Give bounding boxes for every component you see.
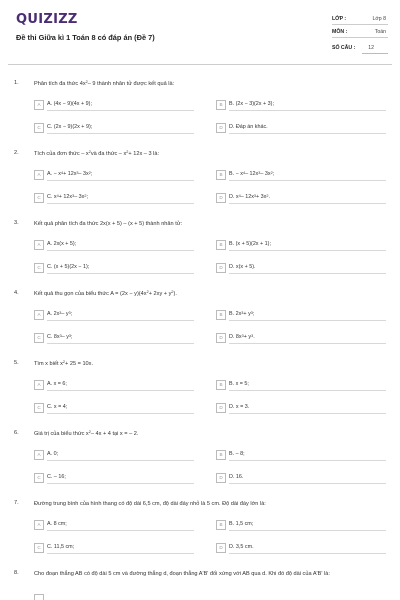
- answer-box[interactable]: [34, 594, 44, 600]
- option-letter-box[interactable]: D: [216, 473, 226, 483]
- option-underline: [47, 530, 194, 531]
- option-text: A. x = 6;: [47, 381, 67, 387]
- option-underline: [47, 553, 194, 554]
- question-text: Tích của đơn thức – $x^2và$ đa thức – $x^2+ 12x - 3$ là:: [34, 150, 160, 157]
- option-underline: [229, 250, 386, 251]
- answer-option-a[interactable]: [34, 310, 194, 320]
- meta-separator: [332, 37, 388, 38]
- question-text: Kết quả phân tích đa thức 2x(x + 5) – (x + 5) thành nhân tử:: [34, 221, 183, 227]
- question-text: Đường trung bình của hình thang có độ dài 6,5 cm, độ dài đáy nhỏ là 5 cm. Độ dài đáy lớn là:: [34, 501, 266, 507]
- option-underline: [47, 413, 194, 414]
- option-letter-box[interactable]: C: [34, 473, 44, 483]
- meta-value-grade: Lớp 8: [372, 16, 386, 22]
- option-letter-box[interactable]: C: [34, 403, 44, 413]
- meta-value-subject: Toán: [374, 29, 386, 35]
- answer-option-c[interactable]: [34, 403, 194, 413]
- meta-key-subject: MÔN :: [332, 29, 348, 35]
- option-underline: [47, 133, 194, 134]
- question-number: 2.: [14, 150, 19, 156]
- answer-option-a[interactable]: [34, 100, 194, 110]
- answer-option-a[interactable]: [34, 450, 194, 460]
- option-underline: [47, 273, 194, 274]
- answer-option-b[interactable]: [216, 520, 386, 530]
- answer-option-c[interactable]: [34, 473, 194, 483]
- option-letter-box[interactable]: D: [216, 123, 226, 133]
- option-text: C. $8x^3-$ $y^3$;: [47, 334, 73, 340]
- option-underline: [47, 343, 194, 344]
- question-number: 6.: [14, 430, 19, 436]
- option-underline: [47, 250, 194, 251]
- option-letter-box[interactable]: B: [216, 240, 226, 250]
- option-letter-box[interactable]: C: [34, 263, 44, 273]
- option-text: A. − $x^4+ 12x^3-$ $3x^2$;: [47, 171, 93, 177]
- option-text: B. x = 5;: [229, 381, 249, 387]
- option-letter-box[interactable]: B: [216, 450, 226, 460]
- option-text: D. Đáp án khác.: [229, 124, 268, 130]
- option-letter-box[interactable]: D: [216, 543, 226, 553]
- option-text: C. 11,5 cm;: [47, 544, 75, 550]
- option-letter-box[interactable]: D: [216, 333, 226, 343]
- answer-option-b[interactable]: [216, 240, 386, 250]
- option-letter-box[interactable]: A: [34, 310, 44, 320]
- question-number: 4.: [14, 290, 19, 296]
- question-number: 5.: [14, 360, 19, 366]
- answer-option-c[interactable]: [34, 543, 194, 553]
- option-letter-box[interactable]: A: [34, 240, 44, 250]
- option-underline: [229, 413, 386, 414]
- answer-option-a[interactable]: [34, 520, 194, 530]
- option-text: B. 1,5 cm;: [229, 521, 254, 527]
- option-text: D. $8x^3+ y^3$.: [229, 334, 255, 340]
- answer-option-a[interactable]: [34, 170, 194, 180]
- answer-option-b[interactable]: [216, 380, 386, 390]
- option-letter-box[interactable]: C: [34, 123, 44, 133]
- option-text: D. 3,5 cm.: [229, 544, 254, 550]
- option-underline: [229, 110, 386, 111]
- option-text: A. 8 cm;: [47, 521, 67, 527]
- option-letter-box[interactable]: B: [216, 520, 226, 530]
- option-letter-box[interactable]: B: [216, 310, 226, 320]
- option-text: C. (x + 5)(2x − 1);: [47, 264, 90, 270]
- option-text: B. $2x^3+ y^3$;: [229, 311, 255, 317]
- answer-option-d[interactable]: [216, 123, 386, 133]
- answer-option-c[interactable]: [34, 263, 194, 273]
- question-text: Phân tích đa thức $4x^2-$ 9 thành nhân tử được kết quả là:: [34, 80, 175, 87]
- option-letter-box[interactable]: A: [34, 170, 44, 180]
- option-text: C. (2x − 9)(2x + 9);: [47, 124, 93, 130]
- option-text: C. – 16;: [47, 474, 66, 480]
- option-letter-box[interactable]: A: [34, 450, 44, 460]
- option-letter-box[interactable]: D: [216, 193, 226, 203]
- option-text: D. x(x + 5).: [229, 264, 256, 270]
- header-divider: [8, 64, 392, 65]
- question-text: Cho đoạn thẳng AB có độ dài 5 cm và đường thẳng d, đoạn thẳng A'B' đối xứng với AB qua d. Khi đó độ dài của A'B' là:: [34, 571, 330, 577]
- answer-option-b[interactable]: [216, 310, 386, 320]
- meta-underline: [362, 53, 388, 54]
- option-letter-box[interactable]: A: [34, 100, 44, 110]
- question-number: 7.: [14, 500, 19, 506]
- option-underline: [229, 203, 386, 204]
- option-underline: [47, 390, 194, 391]
- question-number: 1.: [14, 80, 19, 86]
- answer-option-b[interactable]: [216, 450, 386, 460]
- option-text: C. x = 4;: [47, 404, 68, 410]
- option-underline: [47, 180, 194, 181]
- answer-option-d[interactable]: [216, 403, 386, 413]
- option-text: D. $x^4-$ $12x^3+ 3x^2$.: [229, 194, 270, 200]
- option-text: A. (4x − 9)(4x + 9);: [47, 101, 92, 107]
- option-underline: [47, 110, 194, 111]
- option-underline: [229, 553, 386, 554]
- option-letter-box[interactable]: B: [216, 100, 226, 110]
- option-letter-box[interactable]: D: [216, 263, 226, 273]
- option-letter-box[interactable]: A: [34, 380, 44, 390]
- quizizz-logo: QUIZIZZ: [16, 12, 78, 27]
- option-underline: [229, 530, 386, 531]
- option-underline: [229, 483, 386, 484]
- answer-option-b[interactable]: [216, 170, 386, 180]
- option-letter-box[interactable]: B: [216, 170, 226, 180]
- option-text: D. x = 3.: [229, 404, 250, 410]
- meta-separator: [332, 24, 388, 25]
- option-underline: [229, 133, 386, 134]
- option-text: B. (2x − 3)(2x + 3);: [229, 101, 274, 107]
- option-text: B. − $x^4-$ $12x^3-$ $3x^2$;: [229, 171, 275, 177]
- option-underline: [229, 343, 386, 344]
- question-text: Giá trị của biểu thức $x^2-$ 4x + 4 tại x = – 2.: [34, 430, 139, 437]
- option-letter-box[interactable]: C: [34, 333, 44, 343]
- question-text: Kết quả thu gọn của biểu thức $A = (2x - y)(4x^2+ 2xy + y^2)$.: [34, 290, 177, 297]
- meta-value-count: 12: [368, 45, 374, 51]
- question-number: 3.: [14, 220, 19, 226]
- option-text: A. 0;: [47, 451, 59, 457]
- meta-panel: [332, 16, 388, 56]
- option-letter-box[interactable]: A: [34, 520, 44, 530]
- meta-key-grade: LỚP :: [332, 16, 347, 22]
- page-title: Đề thi Giữa kì 1 Toán 8 có đáp án (Đề 7): [16, 33, 155, 42]
- answer-option-c[interactable]: [34, 123, 194, 133]
- question-text: Tìm x biết $x^2+ 25 = 10x$.: [34, 360, 94, 367]
- option-text: A. $2x^3-$ $y^3$;: [47, 311, 73, 317]
- option-underline: [47, 483, 194, 484]
- option-underline: [229, 180, 386, 181]
- option-text: C. $x^4+ 12x^3-$ $3x^2$;: [47, 194, 89, 200]
- answer-option-a[interactable]: [34, 380, 194, 390]
- option-text: B. (x + 5)(2x + 1);: [229, 241, 271, 247]
- answer-option-d[interactable]: [216, 193, 386, 203]
- option-letter-box[interactable]: C: [34, 543, 44, 553]
- answer-option-d[interactable]: [216, 263, 386, 273]
- answer-option-d[interactable]: [216, 473, 386, 483]
- answer-option-d[interactable]: [216, 543, 386, 553]
- option-underline: [229, 460, 386, 461]
- answer-option-c[interactable]: [34, 193, 194, 203]
- option-letter-box[interactable]: C: [34, 193, 44, 203]
- option-underline: [229, 320, 386, 321]
- meta-key-count: SỐ CÂU :: [332, 45, 356, 51]
- answer-option-b[interactable]: [216, 100, 386, 110]
- option-underline: [229, 390, 386, 391]
- option-letter-box[interactable]: B: [216, 380, 226, 390]
- answer-option-c[interactable]: [34, 333, 194, 343]
- answer-option-d[interactable]: [216, 333, 386, 343]
- option-text: B. – 8;: [229, 451, 245, 457]
- option-underline: [47, 320, 194, 321]
- option-underline: [229, 273, 386, 274]
- option-underline: [47, 460, 194, 461]
- option-letter-box[interactable]: D: [216, 403, 226, 413]
- option-underline: [47, 203, 194, 204]
- question-number: 8.: [14, 570, 19, 576]
- option-text: A. 2x(x + 5);: [47, 241, 77, 247]
- answer-option-a[interactable]: [34, 240, 194, 250]
- option-text: D. 16.: [229, 474, 244, 480]
